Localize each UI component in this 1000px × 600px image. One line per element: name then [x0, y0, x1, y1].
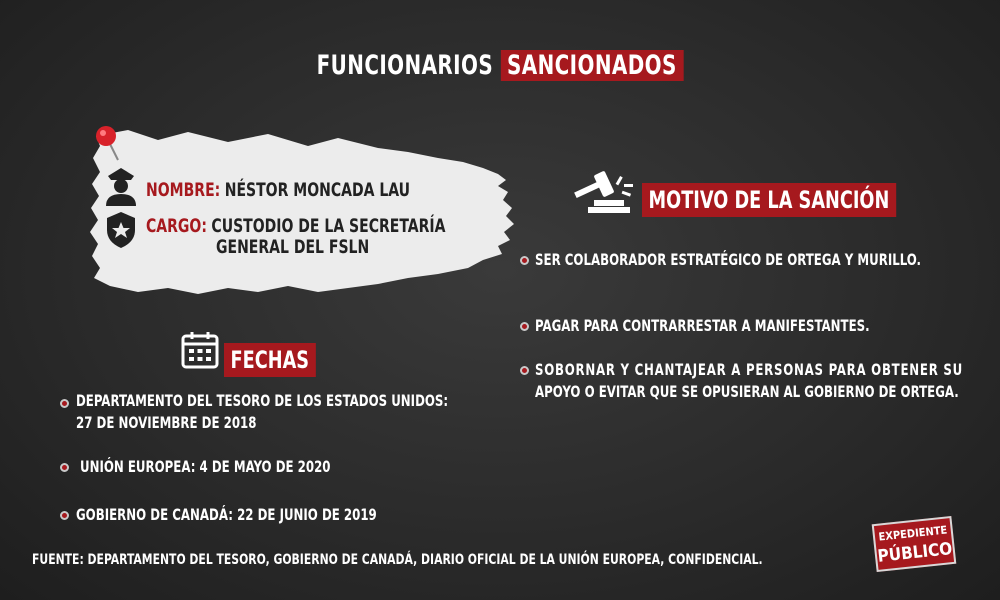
role-row-2 — [216, 237, 369, 258]
reason-item-3: SOBORNAR Y CHANTAJEAR A PERSONAS PARA OBTENER SU — [535, 360, 963, 379]
page-title — [90, 50, 910, 81]
role-line2: GENERAL DEL FSLN — [216, 236, 370, 258]
pin-icon — [92, 122, 128, 164]
role-line1: CUSTODIO DE LA SECRETARÍA — [211, 215, 446, 237]
source-note: FUENTE: DEPARTAMENTO DEL TESORO, GOBIERNO DE CANADÁ, DIARIO OFICIAL DE LA UNIÓN EUROPEA, CONFIDENCIAL. — [32, 552, 763, 568]
role-row — [146, 216, 445, 237]
date-item-1: DEPARTAMENTO DEL TESORO DE LOS ESTADOS UNIDOS: — [76, 391, 449, 410]
officer-icon — [104, 166, 138, 206]
role-label: CARGO: — [146, 215, 207, 237]
date-item-2: UNIÓN EUROPEA: 4 DE MAYO DE 2020 — [80, 457, 331, 476]
reason-item-2: PAGAR PARA CONTRARRESTAR A MANIFESTANTES. — [535, 316, 870, 335]
logo-line1: EXPEDIENTE — [877, 523, 948, 544]
bullet — [60, 463, 69, 472]
gavel-icon — [572, 170, 638, 216]
bullet — [60, 399, 69, 408]
reason-item-1: SER COLABORADOR ESTRATÉGICO DE ORTEGA Y MURILLO. — [535, 250, 922, 269]
name-row — [146, 180, 410, 201]
expediente-publico-logo — [872, 516, 957, 572]
reason-heading: MOTIVO DE LA SANCIÓN — [642, 183, 896, 217]
dates-heading: FECHAS — [224, 343, 316, 377]
title-part1: FUNCIONARIOS — [316, 50, 494, 81]
bullet — [520, 322, 529, 331]
bullet — [520, 256, 529, 265]
bullet — [520, 366, 529, 375]
calendar-icon — [180, 330, 220, 370]
date-item-3: GOBIERNO DE CANADÁ: 22 DE JUNIO DE 2019 — [76, 505, 377, 524]
date-item-1-line2: 27 DE NOVIEMBRE DE 2018 — [76, 413, 257, 432]
badge-icon — [104, 210, 138, 250]
name-label: NOMBRE: — [146, 179, 221, 201]
reason-item-3-line2: APOYO O EVITAR QUE SE OPUSIERAN AL GOBIERNO DE ORTEGA. — [535, 382, 959, 401]
torn-paper — [88, 128, 528, 298]
bullet — [60, 511, 69, 520]
title-part2: SANCIONADOS — [500, 50, 683, 81]
name-value: NÉSTOR MONCADA LAU — [224, 179, 411, 201]
logo-line2: PÚBLICO — [876, 539, 954, 567]
